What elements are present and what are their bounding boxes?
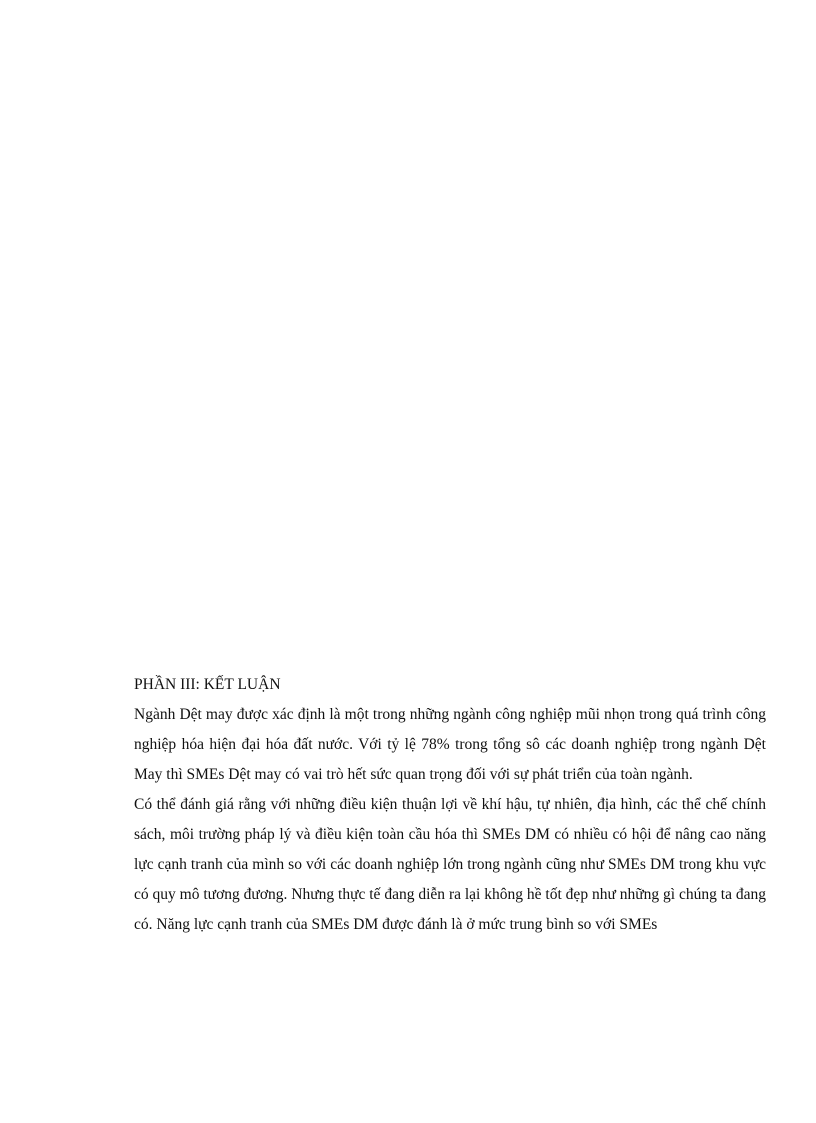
paragraph-competitiveness: Có thể đánh giá rằng với những điều kiện thuận lợi về khí hậu, tự nhiên, địa hình, các thể chế chính sách, môi trường pháp lý và điều kiện toàn cầu hóa thì SMEs DM có nhiều có hội để nâng cao năng lực cạnh tranh của mình so với các doanh nghiệp lớn trong ngành cũng như SMEs DM trong khu vực có quy mô tương đương. Nhưng thực tế đang diễn ra lại không hề tốt đẹp như những gì chúng ta đang có. Năng lực cạnh tranh của SMEs DM được đánh là ở mức trung bình so với SMEs <box>134 796 766 933</box>
section-heading: PHẦN III: KẾT LUẬN <box>134 676 281 693</box>
paragraph-industry-role: Ngành Dệt may được xác định là một trong những ngành công nghiệp mũi nhọn trong quá trình công nghiệp hóa hiện đại hóa đất nước. Với tỷ lệ 78% trong tổng sô các doanh nghiệp trong ngành Dệt May thì SMEs Dệt may có vai trò hết sức quan trọng đối với sự phát triển của toàn ngành. <box>134 706 766 783</box>
page-content <box>134 670 766 940</box>
